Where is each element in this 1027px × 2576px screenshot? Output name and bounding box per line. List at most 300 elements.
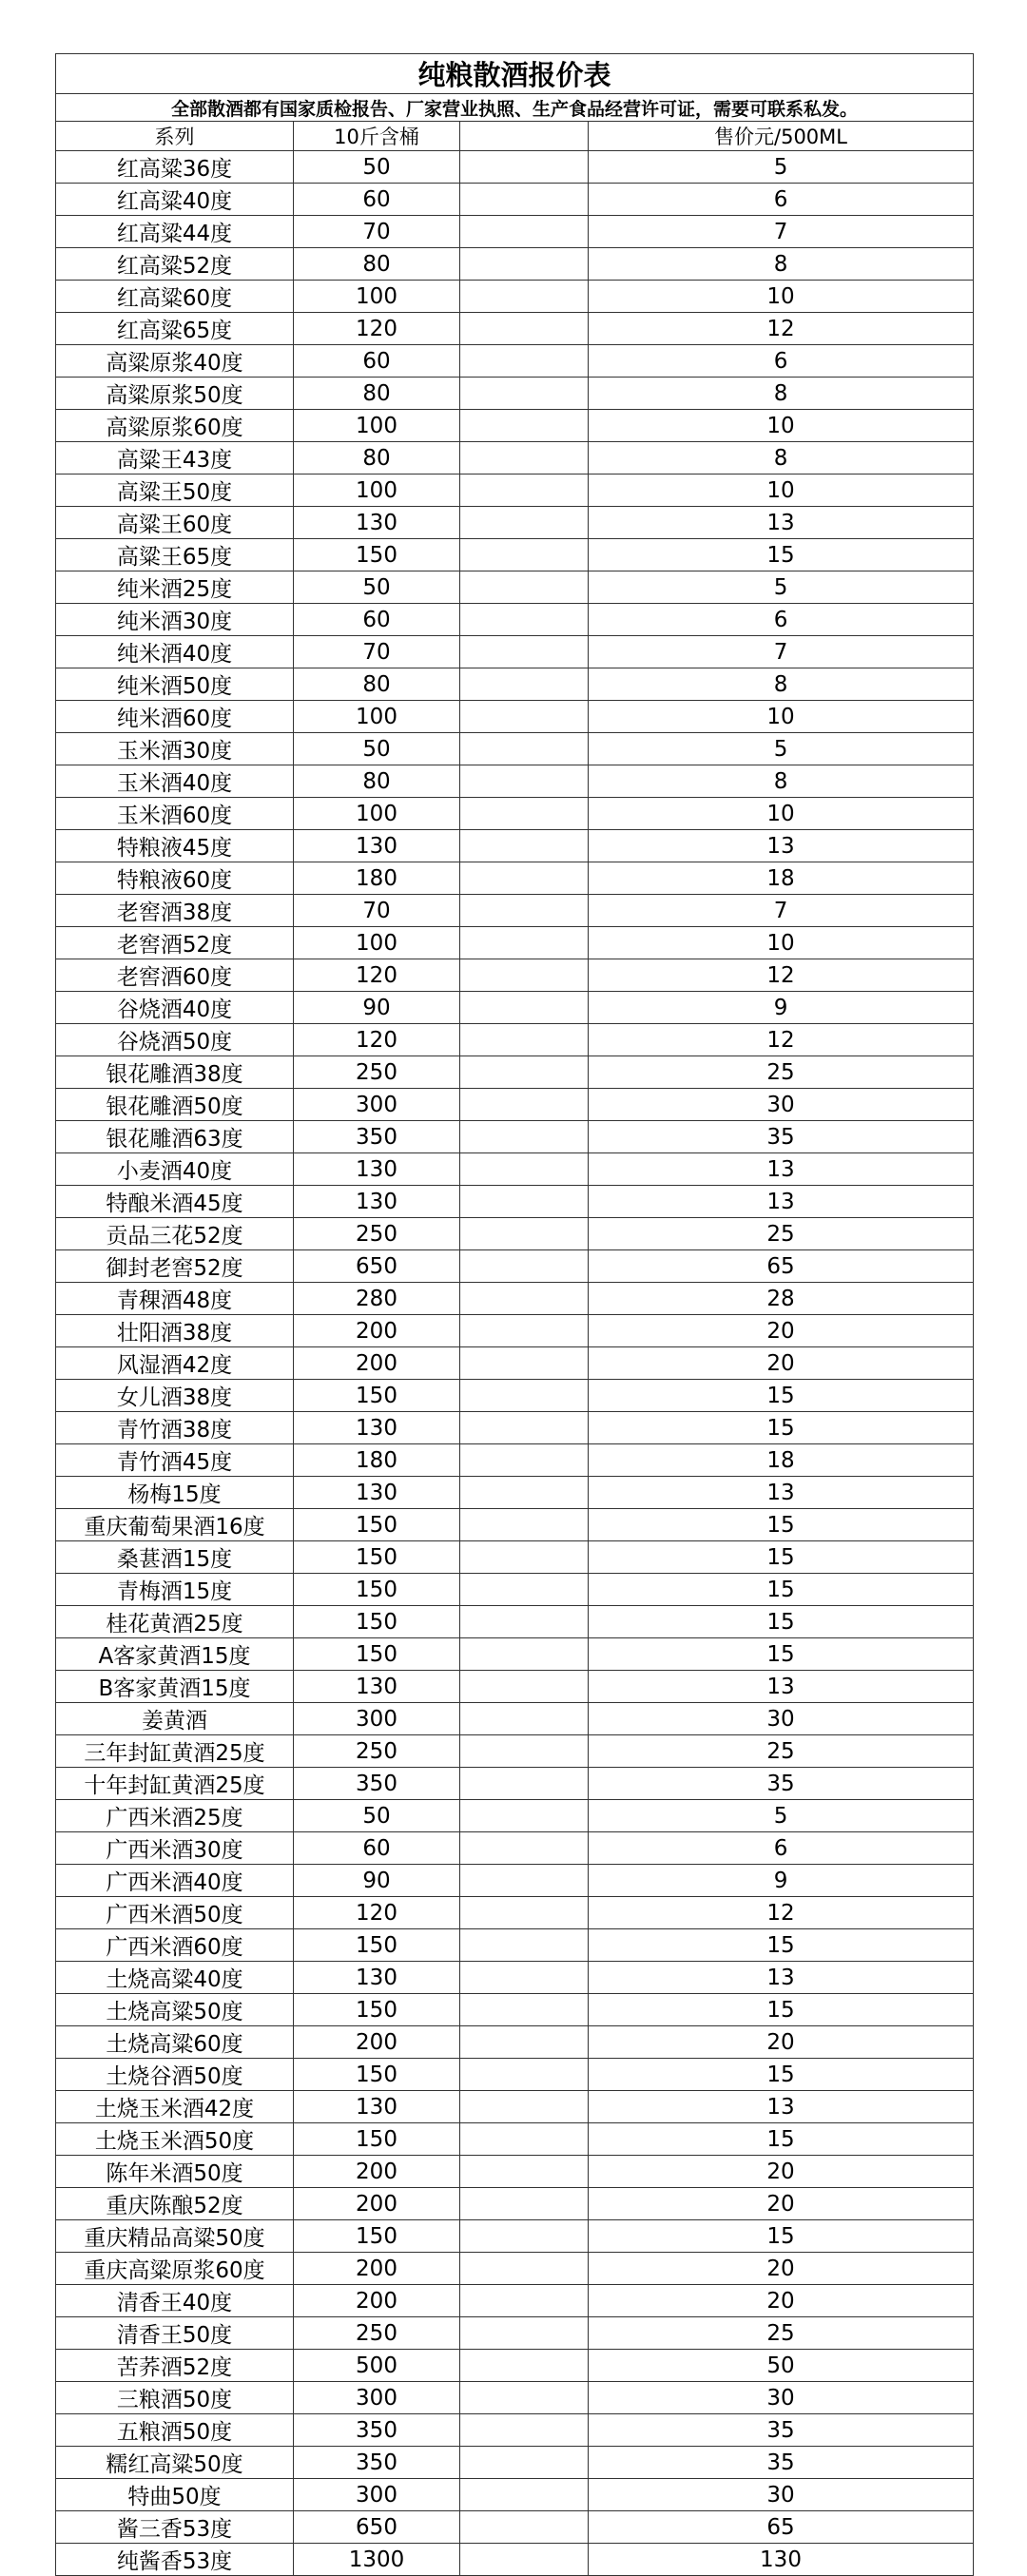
liquor-name-cell: 三粮酒50度 — [56, 2382, 294, 2414]
barrel-price-cell: 70 — [294, 895, 460, 927]
barrel-price-cell: 200 — [294, 1347, 460, 1380]
unit-price-cell: 6 — [589, 604, 974, 636]
unit-price-cell: 5 — [589, 733, 974, 765]
barrel-price-cell: 90 — [294, 992, 460, 1024]
liquor-name-cell: 土烧高粱40度 — [56, 1962, 294, 1994]
unit-price-cell: 10 — [589, 927, 974, 959]
unit-price-cell: 10 — [589, 475, 974, 507]
barrel-price-cell: 100 — [294, 927, 460, 959]
empty-cell — [460, 895, 589, 927]
table-row — [56, 216, 974, 248]
table-row — [56, 1897, 974, 1929]
empty-cell — [460, 959, 589, 992]
liquor-name-cell: 贡品三花52度 — [56, 1218, 294, 1250]
unit-price-cell: 15 — [589, 1929, 974, 1962]
empty-cell — [460, 1541, 589, 1574]
unit-price-cell: 35 — [589, 1768, 974, 1800]
empty-cell — [460, 1606, 589, 1638]
table-row — [56, 248, 974, 281]
barrel-price-cell: 250 — [294, 1735, 460, 1768]
unit-price-cell: 25 — [589, 1735, 974, 1768]
liquor-name-cell: 壮阳酒38度 — [56, 1315, 294, 1347]
barrel-price-cell: 130 — [294, 830, 460, 862]
liquor-name-cell: 银花雕酒50度 — [56, 1089, 294, 1121]
liquor-name-cell: 酱三香53度 — [56, 2511, 294, 2544]
empty-cell — [460, 1477, 589, 1509]
liquor-name-cell: 玉米酒30度 — [56, 733, 294, 765]
unit-price-cell: 7 — [589, 636, 974, 668]
barrel-price-cell: 150 — [294, 1574, 460, 1606]
liquor-name-cell: 玉米酒40度 — [56, 765, 294, 798]
liquor-name-cell: 高粱王60度 — [56, 507, 294, 539]
table-row — [56, 2156, 974, 2188]
barrel-price-cell: 90 — [294, 1865, 460, 1897]
unit-price-cell: 5 — [589, 571, 974, 604]
table-row — [56, 2479, 974, 2511]
liquor-name-cell: 高粱王50度 — [56, 475, 294, 507]
barrel-price-cell: 180 — [294, 1444, 460, 1477]
table-row — [56, 2059, 974, 2091]
liquor-name-cell: 小麦酒40度 — [56, 1153, 294, 1186]
barrel-price-cell: 500 — [294, 2350, 460, 2382]
unit-price-cell: 13 — [589, 1477, 974, 1509]
barrel-price-cell: 200 — [294, 2253, 460, 2285]
table-row — [56, 1703, 974, 1735]
barrel-price-cell: 100 — [294, 798, 460, 830]
barrel-price-cell: 150 — [294, 1606, 460, 1638]
empty-cell — [460, 1024, 589, 1056]
barrel-price-cell: 120 — [294, 1024, 460, 1056]
table-row — [56, 184, 974, 216]
table-row — [56, 2382, 974, 2414]
barrel-price-cell: 80 — [294, 442, 460, 475]
empty-cell — [460, 1897, 589, 1929]
barrel-price-cell: 120 — [294, 313, 460, 345]
barrel-price-cell: 350 — [294, 2414, 460, 2447]
unit-price-cell: 25 — [589, 2317, 974, 2350]
barrel-price-cell: 150 — [294, 1509, 460, 1541]
table-row — [56, 2253, 974, 2285]
table-row — [56, 927, 974, 959]
table-row — [56, 475, 974, 507]
table-row — [56, 1315, 974, 1347]
barrel-price-cell: 250 — [294, 1218, 460, 1250]
empty-cell — [460, 1735, 589, 1768]
table-row — [56, 345, 974, 378]
unit-price-cell: 8 — [589, 442, 974, 475]
liquor-name-cell: 红高粱60度 — [56, 281, 294, 313]
table-row — [56, 2123, 974, 2156]
barrel-price-cell: 130 — [294, 2091, 460, 2123]
barrel-price-cell: 1300 — [294, 2544, 460, 2576]
barrel-price-cell: 100 — [294, 475, 460, 507]
barrel-price-cell: 80 — [294, 248, 460, 281]
table-row — [56, 2317, 974, 2350]
unit-price-cell: 15 — [589, 1380, 974, 1412]
liquor-name-cell: 纯米酒60度 — [56, 701, 294, 733]
barrel-price-cell: 100 — [294, 281, 460, 313]
liquor-name-cell: 银花雕酒38度 — [56, 1056, 294, 1089]
barrel-price-cell: 80 — [294, 668, 460, 701]
table-row — [56, 1186, 974, 1218]
barrel-price-cell: 70 — [294, 636, 460, 668]
table-row — [56, 539, 974, 571]
table-row — [56, 1444, 974, 1477]
barrel-price-cell: 150 — [294, 1380, 460, 1412]
empty-cell — [460, 2382, 589, 2414]
barrel-price-cell: 130 — [294, 1153, 460, 1186]
empty-cell — [460, 1380, 589, 1412]
liquor-name-cell: 高粱王43度 — [56, 442, 294, 475]
unit-price-cell: 15 — [589, 2123, 974, 2156]
certificate-note: 全部散酒都有国家质检报告、厂家营业执照、生产食品经营许可证，需要可联系私发。 — [56, 94, 974, 122]
empty-cell — [460, 2285, 589, 2317]
unit-price-cell: 13 — [589, 1186, 974, 1218]
barrel-price-cell: 130 — [294, 1186, 460, 1218]
empty-cell — [460, 313, 589, 345]
unit-price-cell: 15 — [589, 1574, 974, 1606]
table-row — [56, 1121, 974, 1153]
header-row — [56, 122, 974, 151]
barrel-price-cell: 150 — [294, 1994, 460, 2026]
liquor-name-cell: 银花雕酒63度 — [56, 1121, 294, 1153]
empty-cell — [460, 862, 589, 895]
table-row — [56, 2026, 974, 2059]
table-row — [56, 410, 974, 442]
barrel-price-cell: 130 — [294, 1477, 460, 1509]
barrel-price-cell: 250 — [294, 2317, 460, 2350]
empty-cell — [460, 2544, 589, 2576]
empty-cell — [460, 442, 589, 475]
table-row — [56, 668, 974, 701]
barrel-price-cell: 130 — [294, 507, 460, 539]
empty-cell — [460, 2091, 589, 2123]
table-row — [56, 1250, 974, 1283]
unit-price-cell: 15 — [589, 1509, 974, 1541]
empty-cell — [460, 1250, 589, 1283]
empty-cell — [460, 2026, 589, 2059]
liquor-name-cell: 糯红高粱50度 — [56, 2447, 294, 2479]
table-row — [56, 895, 974, 927]
table-row — [56, 2220, 974, 2253]
unit-price-cell: 13 — [589, 1671, 974, 1703]
empty-cell — [460, 2479, 589, 2511]
barrel-price-cell: 350 — [294, 1121, 460, 1153]
liquor-name-cell: 清香王50度 — [56, 2317, 294, 2350]
header-series: 系列 — [56, 122, 294, 151]
unit-price-cell: 8 — [589, 378, 974, 410]
empty-cell — [460, 1962, 589, 1994]
liquor-name-cell: 女儿酒38度 — [56, 1380, 294, 1412]
table-row — [56, 1056, 974, 1089]
table-row — [56, 2091, 974, 2123]
liquor-name-cell: 苦荞酒52度 — [56, 2350, 294, 2382]
liquor-name-cell: 五粮酒50度 — [56, 2414, 294, 2447]
unit-price-cell: 20 — [589, 2253, 974, 2285]
liquor-name-cell: 三年封缸黄酒25度 — [56, 1735, 294, 1768]
table-row — [56, 798, 974, 830]
unit-price-cell: 13 — [589, 830, 974, 862]
liquor-name-cell: 红高粱40度 — [56, 184, 294, 216]
empty-cell — [460, 184, 589, 216]
table-row — [56, 830, 974, 862]
table-row — [56, 151, 974, 184]
unit-price-cell: 13 — [589, 1153, 974, 1186]
unit-price-cell: 12 — [589, 1897, 974, 1929]
unit-price-cell: 15 — [589, 1638, 974, 1671]
empty-cell — [460, 1800, 589, 1832]
table-row — [56, 2511, 974, 2544]
barrel-price-cell: 50 — [294, 733, 460, 765]
table-row — [56, 1735, 974, 1768]
table-row — [56, 2447, 974, 2479]
table-row — [56, 1638, 974, 1671]
empty-cell — [460, 2317, 589, 2350]
empty-cell — [460, 1283, 589, 1315]
empty-cell — [460, 281, 589, 313]
unit-price-cell: 15 — [589, 1541, 974, 1574]
barrel-price-cell: 120 — [294, 959, 460, 992]
barrel-price-cell: 650 — [294, 1250, 460, 1283]
liquor-name-cell: 红高粱65度 — [56, 313, 294, 345]
empty-cell — [460, 378, 589, 410]
empty-cell — [460, 1412, 589, 1444]
unit-price-cell: 9 — [589, 992, 974, 1024]
barrel-price-cell: 200 — [294, 2285, 460, 2317]
liquor-name-cell: 桑葚酒15度 — [56, 1541, 294, 1574]
empty-cell — [460, 1574, 589, 1606]
unit-price-cell: 13 — [589, 507, 974, 539]
table-row — [56, 2414, 974, 2447]
unit-price-cell: 35 — [589, 2414, 974, 2447]
unit-price-cell: 15 — [589, 1412, 974, 1444]
table-row — [56, 1024, 974, 1056]
unit-price-cell: 65 — [589, 2511, 974, 2544]
liquor-name-cell: 清香王40度 — [56, 2285, 294, 2317]
empty-cell — [460, 733, 589, 765]
empty-cell — [460, 701, 589, 733]
liquor-name-cell: 风湿酒42度 — [56, 1347, 294, 1380]
liquor-name-cell: 纯米酒30度 — [56, 604, 294, 636]
table-row — [56, 1477, 974, 1509]
unit-price-cell: 18 — [589, 1444, 974, 1477]
empty-cell — [460, 2414, 589, 2447]
table-row — [56, 1865, 974, 1897]
empty-cell — [460, 475, 589, 507]
liquor-name-cell: 广西米酒50度 — [56, 1897, 294, 1929]
liquor-name-cell: 广西米酒30度 — [56, 1832, 294, 1865]
empty-cell — [460, 636, 589, 668]
empty-cell — [460, 507, 589, 539]
empty-cell — [460, 151, 589, 184]
barrel-price-cell: 300 — [294, 2382, 460, 2414]
empty-cell — [460, 2123, 589, 2156]
unit-price-cell: 20 — [589, 2285, 974, 2317]
empty-cell — [460, 992, 589, 1024]
unit-price-cell: 20 — [589, 1315, 974, 1347]
barrel-price-cell: 80 — [294, 378, 460, 410]
unit-price-cell: 30 — [589, 1089, 974, 1121]
unit-price-cell: 6 — [589, 345, 974, 378]
table-row — [56, 1283, 974, 1315]
barrel-price-cell: 60 — [294, 184, 460, 216]
unit-price-cell: 10 — [589, 701, 974, 733]
table-row — [56, 862, 974, 895]
table-row — [56, 733, 974, 765]
liquor-name-cell: 特曲50度 — [56, 2479, 294, 2511]
empty-cell — [460, 668, 589, 701]
table-row — [56, 1347, 974, 1380]
liquor-name-cell: B客家黄酒15度 — [56, 1671, 294, 1703]
empty-cell — [460, 1444, 589, 1477]
barrel-price-cell: 120 — [294, 1897, 460, 1929]
barrel-price-cell: 300 — [294, 1089, 460, 1121]
barrel-price-cell: 250 — [294, 1056, 460, 1089]
liquor-name-cell: 老窖酒60度 — [56, 959, 294, 992]
table-row — [56, 1509, 974, 1541]
empty-cell — [460, 1121, 589, 1153]
unit-price-cell: 8 — [589, 248, 974, 281]
table-row — [56, 1153, 974, 1186]
liquor-name-cell: 纯米酒40度 — [56, 636, 294, 668]
table-row — [56, 701, 974, 733]
liquor-name-cell: 青竹酒45度 — [56, 1444, 294, 1477]
liquor-name-cell: 广西米酒40度 — [56, 1865, 294, 1897]
table-row — [56, 571, 974, 604]
empty-cell — [460, 1315, 589, 1347]
note-row — [56, 94, 974, 122]
empty-cell — [460, 1153, 589, 1186]
barrel-price-cell: 350 — [294, 1768, 460, 1800]
empty-cell — [460, 2511, 589, 2544]
table-row — [56, 765, 974, 798]
barrel-price-cell: 150 — [294, 1541, 460, 1574]
table-row — [56, 1994, 974, 2026]
liquor-name-cell: 纯酱香53度 — [56, 2544, 294, 2576]
table-row — [56, 2350, 974, 2382]
barrel-price-cell: 100 — [294, 410, 460, 442]
liquor-name-cell: 纯米酒50度 — [56, 668, 294, 701]
liquor-name-cell: 特粮液60度 — [56, 862, 294, 895]
barrel-price-cell: 60 — [294, 604, 460, 636]
unit-price-cell: 30 — [589, 2479, 974, 2511]
table-row — [56, 507, 974, 539]
empty-cell — [460, 1768, 589, 1800]
liquor-name-cell: 广西米酒60度 — [56, 1929, 294, 1962]
liquor-name-cell: 红高粱44度 — [56, 216, 294, 248]
empty-cell — [460, 2220, 589, 2253]
unit-price-cell: 25 — [589, 1056, 974, 1089]
table-row — [56, 1929, 974, 1962]
barrel-price-cell: 150 — [294, 1638, 460, 1671]
empty-cell — [460, 604, 589, 636]
liquor-name-cell: 陈年米酒50度 — [56, 2156, 294, 2188]
empty-cell — [460, 2059, 589, 2091]
table-row — [56, 1671, 974, 1703]
empty-cell — [460, 1671, 589, 1703]
liquor-name-cell: 高粱原浆50度 — [56, 378, 294, 410]
liquor-name-cell: 杨梅15度 — [56, 1477, 294, 1509]
unit-price-cell: 50 — [589, 2350, 974, 2382]
barrel-price-cell: 60 — [294, 345, 460, 378]
unit-price-cell: 18 — [589, 862, 974, 895]
liquor-name-cell: 土烧高粱50度 — [56, 1994, 294, 2026]
barrel-price-cell: 50 — [294, 571, 460, 604]
table-row — [56, 2544, 974, 2576]
barrel-price-cell: 200 — [294, 2026, 460, 2059]
unit-price-cell: 13 — [589, 1962, 974, 1994]
unit-price-cell: 10 — [589, 410, 974, 442]
liquor-name-cell: 特粮液45度 — [56, 830, 294, 862]
table-row — [56, 1089, 974, 1121]
unit-price-cell: 13 — [589, 2091, 974, 2123]
liquor-name-cell: 广西米酒25度 — [56, 1800, 294, 1832]
liquor-name-cell: 重庆葡萄果酒16度 — [56, 1509, 294, 1541]
table-row — [56, 1962, 974, 1994]
empty-cell — [460, 1865, 589, 1897]
empty-cell — [460, 2447, 589, 2479]
table-row — [56, 636, 974, 668]
empty-cell — [460, 1703, 589, 1735]
liquor-name-cell: 老窖酒38度 — [56, 895, 294, 927]
liquor-name-cell: 青竹酒38度 — [56, 1412, 294, 1444]
table-row — [56, 442, 974, 475]
liquor-name-cell: 谷烧酒50度 — [56, 1024, 294, 1056]
unit-price-cell: 28 — [589, 1283, 974, 1315]
table-row — [56, 1832, 974, 1865]
liquor-name-cell: 青稞酒48度 — [56, 1283, 294, 1315]
table-row — [56, 992, 974, 1024]
unit-price-cell: 25 — [589, 1218, 974, 1250]
unit-price-cell: 15 — [589, 1606, 974, 1638]
liquor-name-cell: 青梅酒15度 — [56, 1574, 294, 1606]
unit-price-cell: 10 — [589, 281, 974, 313]
table-row — [56, 1768, 974, 1800]
barrel-price-cell: 150 — [294, 539, 460, 571]
unit-price-cell: 30 — [589, 1703, 974, 1735]
header-empty-cell — [460, 122, 589, 151]
liquor-name-cell: 老窖酒52度 — [56, 927, 294, 959]
unit-price-cell: 12 — [589, 313, 974, 345]
barrel-price-cell: 130 — [294, 1962, 460, 1994]
liquor-name-cell: 红高粱36度 — [56, 151, 294, 184]
unit-price-cell: 9 — [589, 1865, 974, 1897]
liquor-name-cell: 重庆陈酿52度 — [56, 2188, 294, 2220]
barrel-price-cell: 60 — [294, 1832, 460, 1865]
empty-cell — [460, 1929, 589, 1962]
table-row — [56, 1606, 974, 1638]
unit-price-cell: 5 — [589, 151, 974, 184]
empty-cell — [460, 2188, 589, 2220]
unit-price-cell: 7 — [589, 216, 974, 248]
empty-cell — [460, 248, 589, 281]
empty-cell — [460, 2253, 589, 2285]
unit-price-cell: 20 — [589, 2156, 974, 2188]
unit-price-cell: 130 — [589, 2544, 974, 2576]
liquor-name-cell: 十年封缸黄酒25度 — [56, 1768, 294, 1800]
empty-cell — [460, 1218, 589, 1250]
empty-cell — [460, 927, 589, 959]
empty-cell — [460, 2350, 589, 2382]
liquor-name-cell: 桂花黄酒25度 — [56, 1606, 294, 1638]
table-row — [56, 1412, 974, 1444]
barrel-price-cell: 50 — [294, 151, 460, 184]
header-barrel: 10斤含桶 — [294, 122, 460, 151]
empty-cell — [460, 539, 589, 571]
liquor-name-cell: 高粱王65度 — [56, 539, 294, 571]
table-row — [56, 281, 974, 313]
liquor-name-cell: 姜黄酒 — [56, 1703, 294, 1735]
